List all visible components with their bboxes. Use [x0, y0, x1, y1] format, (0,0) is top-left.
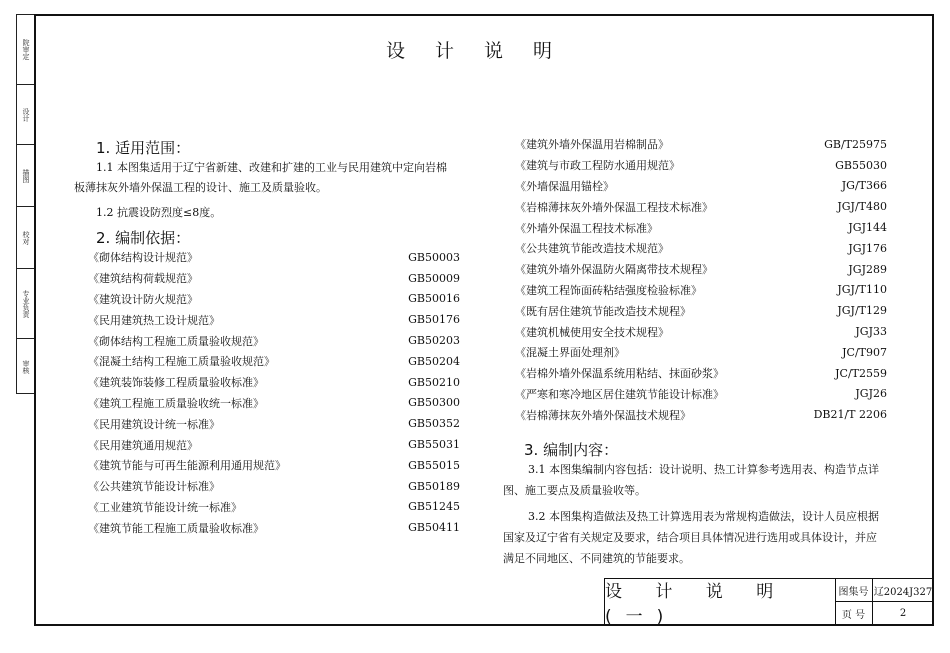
standard-code: JC/T907 — [842, 345, 887, 359]
standard-row — [88, 497, 460, 518]
section-2-heading: 2. 编制依据： — [96, 229, 191, 247]
standard-code: JG/T366 — [841, 179, 887, 193]
standard-code: GB55015 — [408, 458, 460, 472]
standard-name: 《岩棉薄抹灰外墙外保温工程技术标准》 — [515, 200, 713, 214]
standard-name: 《岩棉薄抹灰外墙外保温技术规程》 — [515, 408, 691, 422]
strip-label: 校对 — [22, 230, 30, 245]
standard-code: JGJ144 — [848, 221, 887, 235]
standard-row — [88, 372, 460, 393]
standard-name: 《建筑工程饰面砖粘结强度检验标准》 — [515, 283, 702, 297]
standard-name: 《公共建筑节能设计标准》 — [88, 480, 220, 494]
standard-code: GB50003 — [408, 250, 460, 264]
strip-cell — [17, 339, 34, 394]
standard-name: 《公共建筑节能改造技术规范》 — [515, 242, 669, 256]
section-3-paragraph-2-line-2: 国家及辽宁省有关规定及要求，结合项目具体情况进行选用或具体设计，并应 — [503, 531, 877, 544]
standard-code: GB50352 — [408, 417, 460, 431]
strip-label: 设计 — [22, 107, 30, 122]
standard-row — [515, 176, 887, 197]
standard-name: 《建筑设计防火规范》 — [88, 292, 198, 306]
standard-code: JGJ/T110 — [837, 283, 887, 297]
standard-row — [515, 300, 887, 321]
sheet-title: 设 计 说 明 (一) — [605, 581, 788, 627]
standard-row — [88, 517, 460, 538]
standard-code: JGJ33 — [855, 325, 887, 339]
standard-name: 《砌体结构工程施工质量验收规范》 — [88, 334, 264, 348]
standard-name: 《建筑装饰装修工程质量验收标准》 — [88, 376, 264, 390]
section-3-paragraph-1-line-2: 图、施工要点及质量验收等。 — [503, 484, 646, 497]
standard-row — [88, 434, 460, 455]
standard-code: GB50411 — [408, 521, 460, 535]
standards-list-left — [88, 247, 460, 538]
standard-row — [515, 155, 887, 176]
standard-row — [515, 321, 887, 342]
standard-code: GB50203 — [408, 334, 460, 348]
strip-cell — [17, 207, 34, 269]
standard-name: 《建筑结构荷载规范》 — [88, 272, 198, 286]
standard-row — [88, 330, 460, 351]
standard-name: 《民用建筑通用规范》 — [88, 438, 198, 452]
standard-row — [515, 280, 887, 301]
standard-name: 《建筑机械使用安全技术规程》 — [515, 325, 669, 339]
section-1-heading: 1. 适用范围： — [96, 139, 191, 157]
standard-code: GB55030 — [835, 158, 887, 172]
standard-code: JGJ289 — [848, 262, 887, 276]
standard-row — [515, 363, 887, 384]
standard-code: GB50300 — [408, 396, 460, 410]
page-number-value: 2 — [899, 607, 907, 619]
standard-code: GB55031 — [408, 438, 460, 452]
title-block — [604, 578, 934, 626]
standard-name: 《建筑工程施工质量验收统一标准》 — [88, 396, 264, 410]
standard-row — [515, 196, 887, 217]
strip-label: 审核 — [22, 359, 30, 374]
standard-code: JGJ176 — [848, 241, 887, 255]
standard-name: 《建筑外墙外保温防火隔离带技术规程》 — [515, 263, 713, 277]
standard-code: GB50176 — [408, 313, 460, 327]
standard-row — [515, 404, 887, 425]
standard-code: JC/T2559 — [835, 366, 887, 380]
strip-label: 院审定 — [22, 39, 30, 60]
standard-row — [515, 384, 887, 405]
standard-code: GB51245 — [408, 500, 460, 514]
standard-row — [88, 476, 460, 497]
standard-name: 《民用建筑设计统一标准》 — [88, 417, 220, 431]
section-3-paragraph-2-line-3: 满足不同地区、不同建筑的节能要求。 — [503, 552, 690, 565]
strip-cell — [17, 85, 34, 145]
section-3-paragraph-2-line-1: 3.2 本图集构造做法及热工计算选用表为常规构造做法，设计人员应根据 — [528, 510, 879, 523]
standard-row — [515, 342, 887, 363]
section-1-paragraph-2: 1.2 抗震设防烈度≤8度。 — [96, 206, 222, 219]
standard-code: GB50189 — [408, 479, 460, 493]
section-3-paragraph-1-line-1: 3.1 本图集编制内容包括：设计说明、热工计算参考选用表、构造节点详 — [528, 463, 879, 476]
standard-name: 《建筑节能与可再生能源利用通用规范》 — [88, 459, 286, 473]
standard-row — [88, 351, 460, 372]
standard-row — [88, 455, 460, 476]
section-3-heading: 3. 编制内容： — [524, 441, 619, 459]
standard-name: 《混凝土结构工程施工质量验收规范》 — [88, 355, 275, 369]
standard-row — [88, 309, 460, 330]
standard-row — [88, 289, 460, 310]
standard-row — [515, 134, 887, 155]
standard-name: 《严寒和寒冷地区居住建筑节能设计标准》 — [515, 387, 724, 401]
standard-name: 《工业建筑节能设计统一标准》 — [88, 500, 242, 514]
standard-row — [515, 217, 887, 238]
standard-row — [515, 238, 887, 259]
standard-code: GB/T25975 — [824, 137, 887, 151]
standard-name: 《建筑节能工程施工质量验收标准》 — [88, 521, 264, 535]
standard-name: 《既有居住建筑节能改造技术规程》 — [515, 304, 691, 318]
standard-name: 《建筑与市政工程防水通用规范》 — [515, 159, 680, 173]
standard-code: JGJ/T480 — [837, 200, 887, 214]
standard-code: GB50204 — [408, 354, 460, 368]
strip-cell — [17, 145, 34, 207]
strip-label: 专业负责 — [22, 289, 30, 318]
standard-row — [88, 247, 460, 268]
side-signature-strip — [16, 14, 34, 394]
standard-name: 《岩棉外墙外保温系统用粘结、抹面砂浆》 — [515, 367, 724, 381]
standard-row — [88, 413, 460, 434]
standard-row — [88, 393, 460, 414]
standard-code: GB50016 — [408, 292, 460, 306]
standards-list-right — [515, 134, 887, 425]
standard-name: 《民用建筑热工设计规范》 — [88, 313, 220, 327]
standard-code: JGJ/T129 — [837, 304, 887, 318]
page-title: 设 计 说 明 — [385, 40, 565, 62]
atlas-number-value: 辽2024J327 — [873, 586, 933, 598]
strip-cell — [17, 269, 34, 339]
standard-name: 《砌体结构设计规范》 — [88, 251, 198, 265]
standard-code: JGJ26 — [855, 387, 887, 401]
standard-code: GB50210 — [408, 375, 460, 389]
standard-row — [515, 259, 887, 280]
standard-code: DB21/T 2206 — [813, 408, 887, 422]
page-number-label: 页 号 — [835, 602, 873, 624]
standard-name: 《外墙外保温工程技术标准》 — [515, 221, 658, 235]
standard-name: 《混凝土界面处理剂》 — [515, 346, 625, 360]
atlas-number-label: 图集号 — [835, 579, 873, 601]
section-1-paragraph-1-line-2: 板薄抹灰外墙外保温工程的设计、施工及质量验收。 — [74, 181, 327, 194]
standard-name: 《外墙保温用锚栓》 — [515, 179, 614, 193]
standard-name: 《建筑外墙外保温用岩棉制品》 — [515, 138, 669, 152]
standard-row — [88, 268, 460, 289]
strip-label: 描图 — [22, 168, 30, 183]
section-1-paragraph-1-line-1: 1.1 本图集适用于辽宁省新建、改建和扩建的工业与民用建筑中定向岩棉 — [96, 161, 447, 174]
sheet-title-cell — [605, 579, 836, 627]
standard-code: GB50009 — [408, 271, 460, 285]
